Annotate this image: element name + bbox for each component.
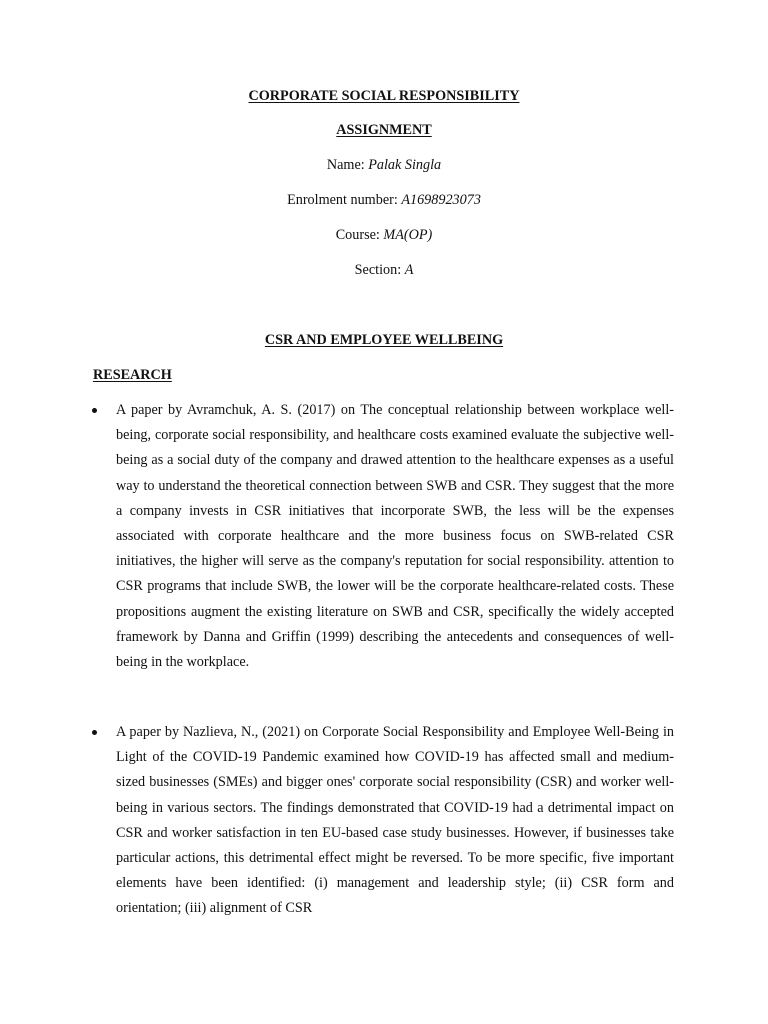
section-line: [0, 261, 768, 279]
section-label: Section:: [354, 262, 405, 278]
student-name-label: Name:: [326, 157, 369, 173]
document-subtitle: ASSIGNMENT: [336, 122, 432, 138]
research-bullet-1: [116, 398, 674, 675]
topic-heading: CSR AND EMPLOYEE WELLBEING: [264, 332, 504, 348]
enrolment-label: Enrolment number:: [287, 192, 402, 208]
research-heading: RESEARCH: [93, 367, 172, 383]
enrolment-value: A1698923073: [401, 192, 481, 208]
document-title: CORPORATE SOCIAL RESPONSIBILITY: [248, 88, 520, 104]
bullet-icon: [92, 730, 97, 735]
student-name-value: Palak Singla: [368, 157, 442, 173]
course-label: Course:: [335, 227, 384, 243]
course-value: MA(OP): [383, 227, 433, 243]
bullet-text: A paper by Nazlieva, N., (2021) on Corporate Social Responsibility and Employee Well-Being in Light of the COVID-19 Pandemic examined how COVID-19 has affected small and medium-sized businesses (SMEs) and bigger ones' corporate social responsibility (CSR) and worker well-being in various sectors. The findings demonstrated that COVID-19 had a detrimental impact on CSR and worker satisfaction in ten EU-based case study businesses. However, if businesses take particular actions, this detrimental effect might be reversed. To be more specific, five important elements have been identified: (i) management and leadership style; (ii) CSR form and orientation; (iii) alignment of CSR: [116, 724, 674, 917]
enrolment-line: [0, 191, 768, 209]
research-bullet-2: [116, 720, 674, 922]
student-name-line: [0, 156, 768, 174]
section-value: A: [404, 262, 414, 278]
bullet-icon: [92, 408, 97, 413]
bullet-text: A paper by Avramchuk, A. S. (2017) on The conceptual relationship between workplace well-being, corporate social responsibility, and healthcare costs examined evaluate the subjective well-being as a social duty of the company and drawed attention to the healthcare expenses as a useful way to understand the theoretical connection between SWB and CSR. They suggest that the more a company invests in CSR initiatives that incorporate SWB, the less will be the expenses associated with corporate healthcare and the more business focus on SWB-related CSR initiatives, the higher will serve as the company's reputation for social responsibility. attention to CSR programs that include SWB, the lower will be the corporate healthcare-related costs. These propositions augment the existing literature on SWB and CSR, specifically the widely accepted framework by Danna and Griffin (1999) describing the antecedents and consequences of well-being in the workplace.: [116, 402, 674, 671]
course-line: [0, 226, 768, 244]
